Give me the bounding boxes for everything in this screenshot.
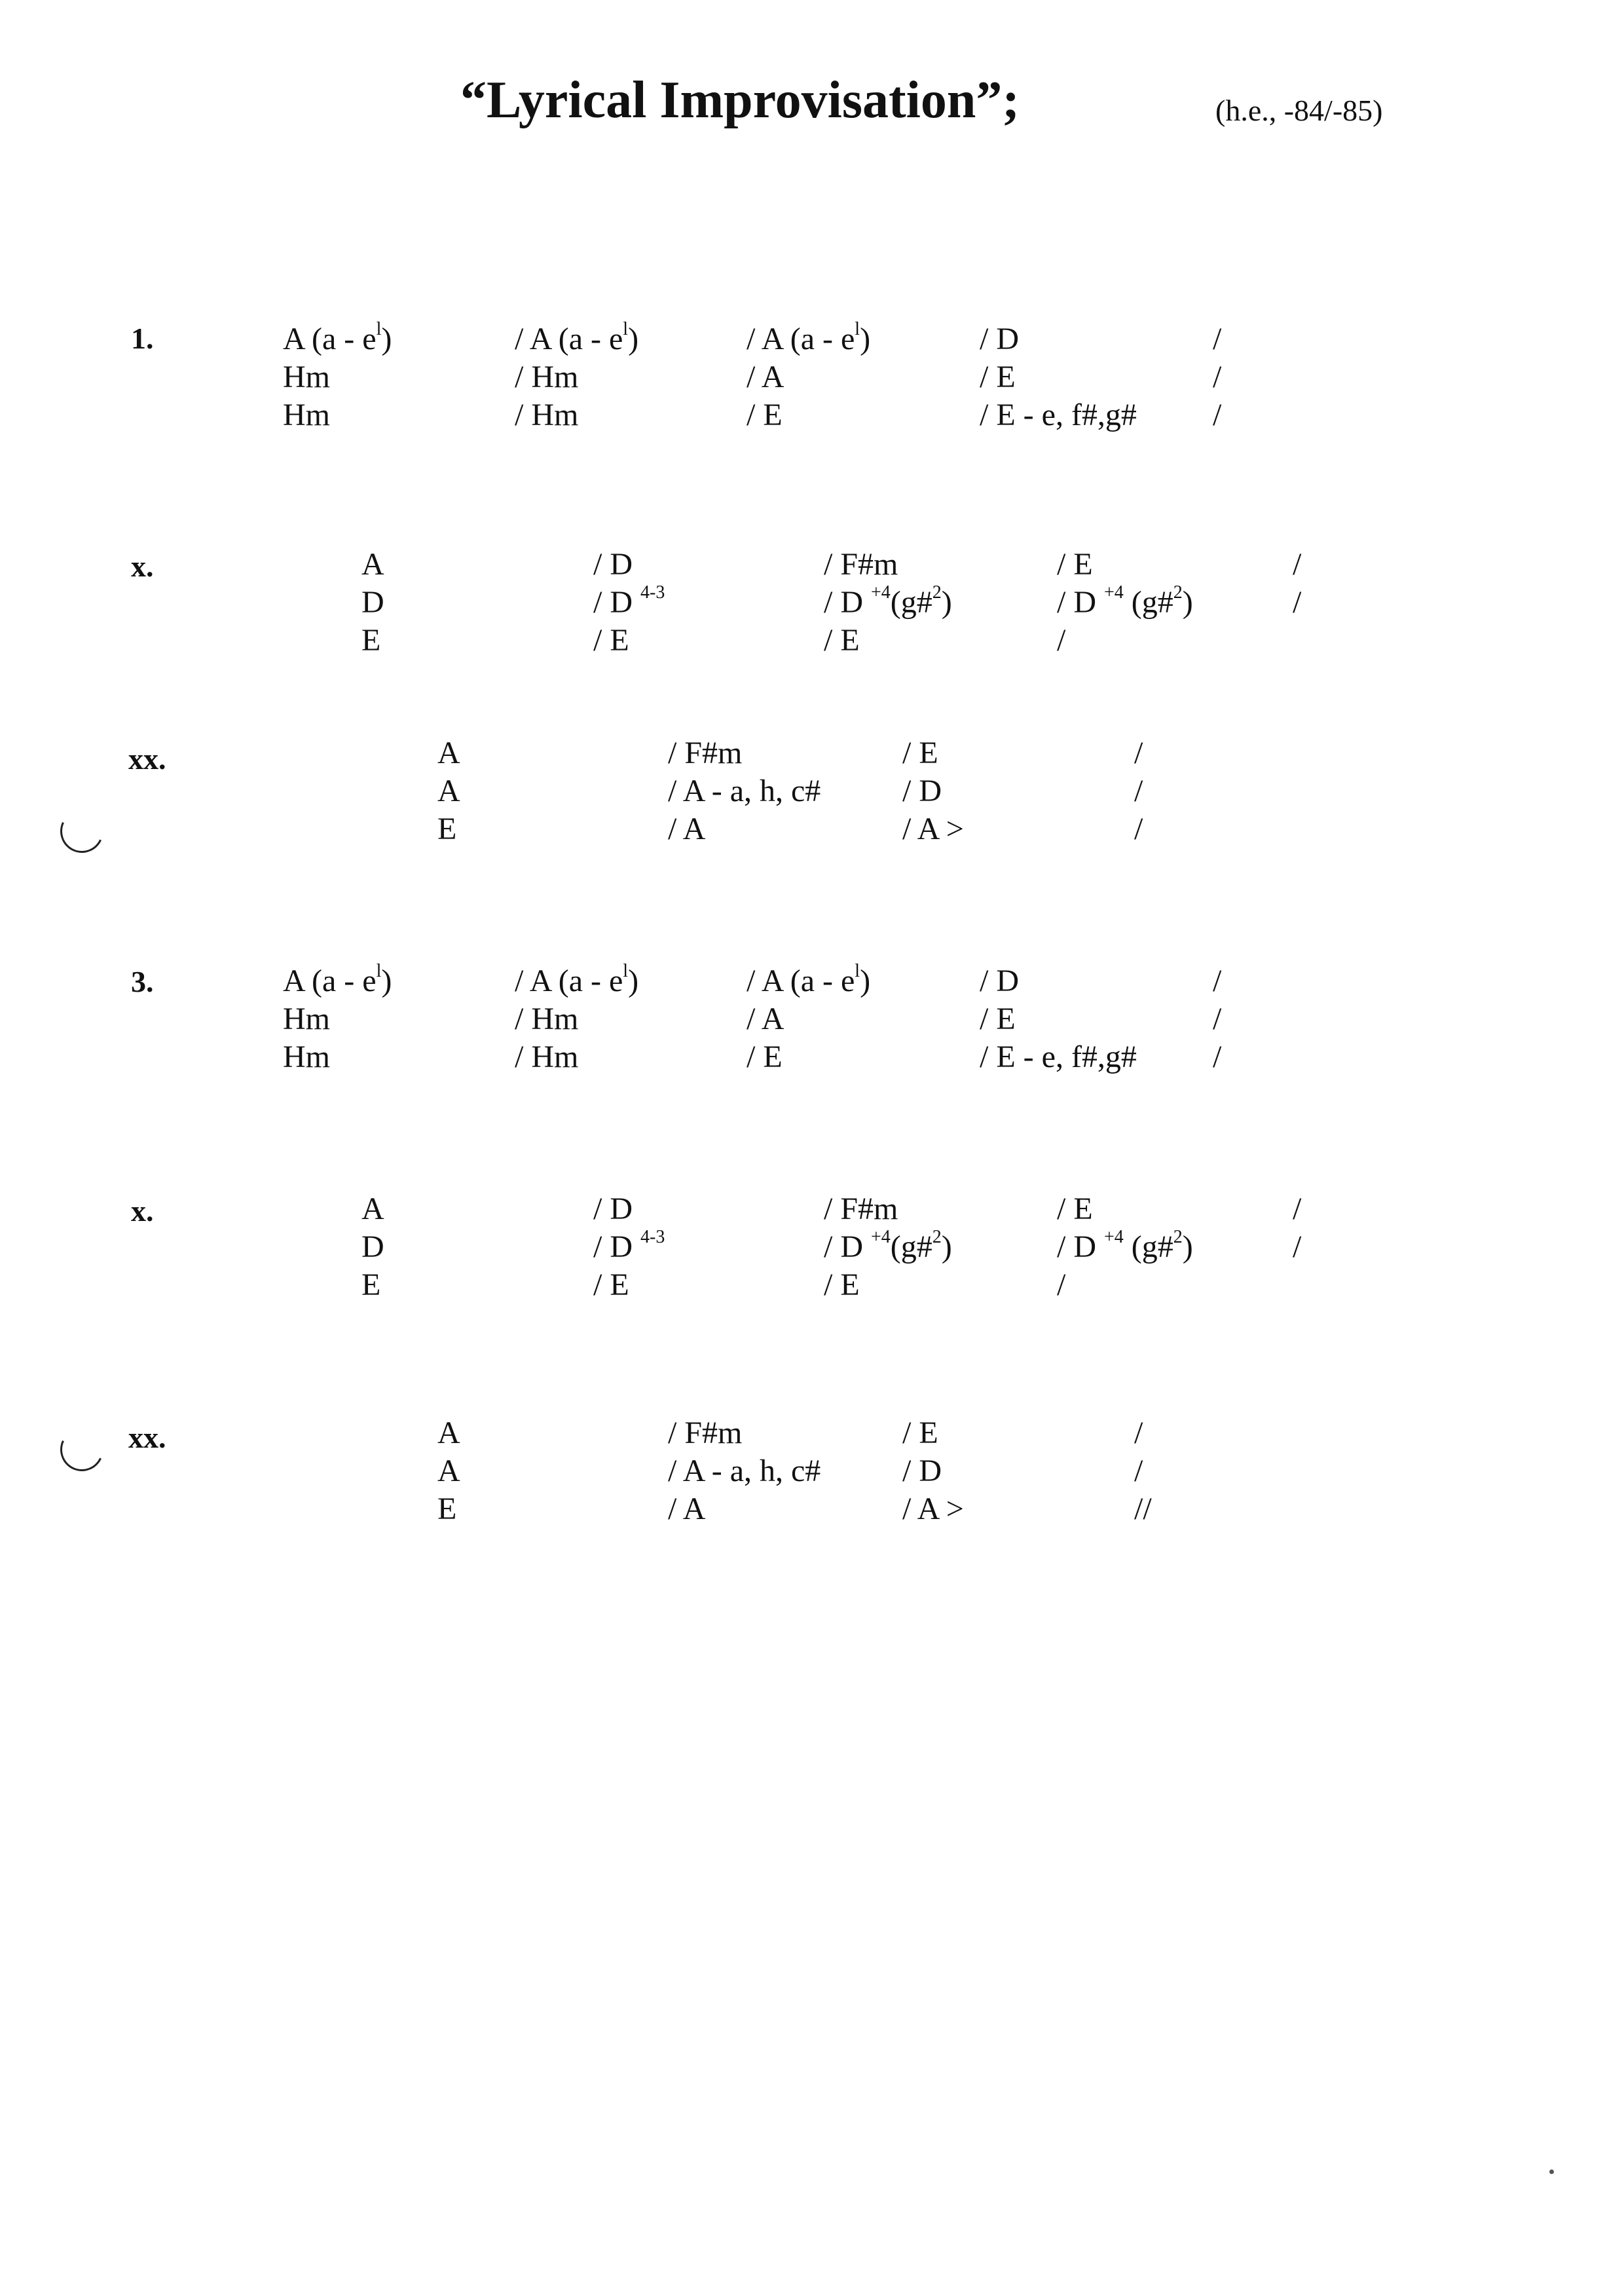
scan-speck [1549,2169,1554,2174]
chord-cell [824,583,952,622]
chord-row [0,810,1624,849]
chord-cell [902,810,964,849]
chord-text: D [361,1229,384,1264]
chord-cell [1213,1000,1221,1039]
chord-cell [668,1452,821,1491]
chord-cell [747,1000,784,1039]
chord-text: / D [593,1192,633,1226]
chord-text: / D [980,964,1019,998]
chord-cell [437,810,456,849]
superscript: l [376,961,382,981]
chord-cell [902,1452,942,1491]
chord-row [0,734,1624,773]
chord-cell [747,396,783,435]
superscript: 2 [932,1227,942,1247]
chord-cell [1213,962,1221,1001]
chord-cell [593,545,633,584]
chord-text: / [1213,322,1222,356]
chord-cell [980,1000,1016,1039]
chord-cell [1057,621,1065,660]
chord-cell [1057,1190,1093,1229]
chord-row [0,583,1624,622]
chord-text: / E [747,398,783,432]
chord-cell [1213,358,1221,397]
chord-cell [747,320,870,359]
page-title: “Lyrical Improvisation”; [460,71,1020,129]
chord-row [0,1190,1624,1229]
chord-text: ) [628,964,639,998]
chord-text: A (a - e [283,964,377,998]
chord-cell [1057,583,1193,622]
chord-text: / F#m [824,547,898,582]
chord-cell [437,1414,460,1453]
chord-text: / E [980,1002,1016,1036]
chord-cell [593,1266,629,1305]
superscript: l [623,319,629,339]
chord-text: Hm [283,398,330,432]
superscript: +4 [871,1227,891,1247]
chord-text: / D [902,1454,942,1488]
chord-cell [902,1414,938,1453]
chord-cell [824,1228,952,1267]
chord-row [0,396,1624,435]
chord-text: ) [1182,585,1193,620]
superscript: +4 [871,582,891,603]
chord-cell [1134,772,1143,811]
chord-cell [1213,320,1221,359]
chord-text: E [437,812,457,846]
chord-text: / [1293,1229,1302,1264]
chord-cell [283,1000,330,1039]
chord-text: / E [902,1416,938,1450]
chord-cell [515,358,578,397]
chord-cell [361,1266,380,1305]
chord-cell [747,358,784,397]
chord-cell [747,1038,783,1077]
chord-text: / [1134,812,1143,846]
chord-text: Hm [283,1040,330,1074]
chord-text: Hm [283,1002,330,1036]
chord-text: / Hm [515,360,579,394]
chord-cell [1293,1228,1301,1267]
chord-cell [1134,1414,1143,1453]
chord-cell [1134,1452,1143,1491]
chord-text: // [1134,1492,1152,1526]
chord-cell [437,1490,456,1529]
chord-cell [824,621,860,660]
chord-cell [283,1038,330,1077]
chord-text: Hm [283,360,330,394]
chord-text: / A [668,1492,706,1526]
chord-text: / [1213,1002,1222,1036]
chord-cell [437,734,460,773]
chord-cell [980,320,1019,359]
chord-text: / E [1057,1192,1093,1226]
chord-text: / A - a, h, c# [668,1454,821,1488]
chord-text: / Hm [515,1040,579,1074]
chord-text: E [361,623,381,658]
chord-text: ) [941,585,952,620]
chord-text: / [1213,360,1222,394]
chord-cell [1293,545,1301,584]
chord-text: / Hm [515,398,579,432]
chord-text: D [361,585,384,620]
chord-cell [283,320,392,359]
chord-row [0,545,1624,584]
chord-text: / D [593,547,633,582]
chord-cell [515,1000,578,1039]
chord-text: / D [593,1229,640,1264]
chord-text: / D [980,322,1019,356]
chord-cell [593,1228,665,1267]
section-number: xx. [128,1421,166,1454]
chord-text: / [1134,1416,1143,1450]
chord-cell [668,734,742,773]
chord-cell [902,734,938,773]
chord-row [0,358,1624,397]
chord-cell [1213,1038,1221,1077]
superscript: +4 [1104,1227,1124,1247]
chord-cell [437,1452,460,1491]
chord-cell [824,1266,860,1305]
chord-cell [1134,1490,1152,1529]
chord-cell [593,583,665,622]
chord-text: / D [1057,1229,1104,1264]
chord-row [0,1038,1624,1077]
chord-text: / [1134,774,1143,808]
chord-cell [1293,583,1301,622]
chord-cell [283,358,330,397]
chord-cell [668,1490,705,1529]
chord-text: / A (a - e [515,964,623,998]
chord-cell [1057,1228,1193,1267]
chord-text: / D [824,585,871,620]
chord-cell [668,772,821,811]
chord-text: / [1293,547,1302,582]
chord-text: / [1213,1040,1222,1074]
superscript: l [855,319,860,339]
chord-row [0,1490,1624,1529]
chord-cell [980,962,1019,1001]
chord-cell [902,1490,964,1529]
chord-text: / D [902,774,942,808]
superscript: 4-3 [640,582,665,603]
chord-text: / E - e, f#,g# [980,1040,1137,1074]
chord-row [0,1452,1624,1491]
chord-cell [283,962,392,1001]
chord-cell [668,1414,742,1453]
chord-text: E [437,1492,457,1526]
chord-text: / A [747,1002,784,1036]
chord-row [0,1000,1624,1039]
chord-text: / [1134,1454,1143,1488]
chord-cell [361,1190,384,1229]
chord-text: A [437,1454,460,1488]
chord-row [0,1266,1624,1305]
chord-text: ) [628,322,639,356]
superscript: l [623,961,629,981]
chord-cell [361,545,384,584]
chord-row [0,1228,1624,1267]
chord-text: (g# [890,585,932,620]
chord-text: (g# [1123,1229,1173,1264]
chord-text: / [1057,623,1066,658]
section-number: 1. [131,322,154,355]
chord-text: / Hm [515,1002,579,1036]
chord-text: / E [824,1267,860,1302]
chord-text: A [437,1416,460,1450]
chord-text: / D [824,1229,871,1264]
chord-cell [361,1228,384,1267]
chord-cell [1057,1266,1065,1305]
chord-cell [593,1190,633,1229]
chord-text: / E [1057,547,1093,582]
chord-text: A (a - e [283,322,377,356]
chord-text: ) [860,322,871,356]
chord-text: / A - a, h, c# [668,774,821,808]
chord-cell [515,962,638,1001]
chord-text: / E [747,1040,783,1074]
chord-row [0,772,1624,811]
chord-text: / [1213,964,1222,998]
chord-text: / E [593,623,629,658]
chord-cell [824,545,898,584]
chord-text: A [437,774,460,808]
chord-row [0,1414,1624,1453]
superscript: l [855,961,860,981]
chord-text: / E - e, f#,g# [980,398,1137,432]
chord-text: / A [747,360,784,394]
chord-text: / A > [902,1492,964,1526]
chord-text: A [437,736,460,770]
chord-text: A [361,547,384,582]
chord-cell [515,1038,578,1077]
chord-text: / [1057,1267,1066,1302]
section-number: 3. [131,965,154,998]
chord-text: / [1134,736,1143,770]
chord-text: ) [1182,1229,1193,1264]
chord-cell [980,358,1016,397]
chord-cell [980,396,1137,435]
chord-text: / [1293,1192,1302,1226]
chord-text: / A > [902,812,964,846]
chord-text: / [1213,398,1222,432]
superscript: 4-3 [640,1227,665,1247]
chord-cell [747,962,870,1001]
chord-cell [1134,734,1143,773]
chord-text: / F#m [668,736,743,770]
chord-text: E [361,1267,381,1302]
superscript: 2 [1173,582,1183,603]
chord-cell [902,772,942,811]
chord-text: / D [1057,585,1104,620]
section-number: x. [131,1194,154,1228]
section-number: x. [131,550,154,583]
chord-text: / A (a - e [747,964,855,998]
superscript: +4 [1104,582,1124,603]
superscript: 2 [932,582,942,603]
chord-text: (g# [890,1229,932,1264]
chord-text: / E [593,1267,629,1302]
superscript: 2 [1173,1227,1183,1247]
chord-text: / F#m [668,1416,743,1450]
chord-text: / E [824,623,860,658]
chord-cell [283,396,330,435]
chord-cell [437,772,460,811]
chord-cell [1057,545,1093,584]
chord-text: / E [902,736,938,770]
chord-text: ) [941,1229,952,1264]
chord-cell [824,1190,898,1229]
chord-row [0,621,1624,660]
section-number: xx. [128,742,166,776]
chord-cell [1213,396,1221,435]
chord-text: / D [593,585,640,620]
chord-text: (g# [1123,585,1173,620]
chord-cell [1134,810,1143,849]
chord-text: / A (a - e [747,322,855,356]
chord-cell [668,810,705,849]
chord-cell [1293,1190,1301,1229]
chord-cell [361,583,384,622]
chord-cell [593,621,629,660]
chord-text: / A [668,812,706,846]
chord-text: / F#m [824,1192,898,1226]
chord-text: ) [381,322,392,356]
chord-row [0,962,1624,1001]
chord-text: / [1293,585,1302,620]
chord-cell [980,1038,1137,1077]
chord-text: A [361,1192,384,1226]
chord-text: ) [860,964,871,998]
chord-text: / E [980,360,1016,394]
chord-row [0,320,1624,359]
chord-text: / A (a - e [515,322,623,356]
chord-cell [515,396,578,435]
chord-cell [515,320,638,359]
chord-cell [361,621,380,660]
chord-text: ) [381,964,392,998]
page-subtitle: (h.e., -84/-85) [1215,94,1383,127]
superscript: l [376,319,382,339]
